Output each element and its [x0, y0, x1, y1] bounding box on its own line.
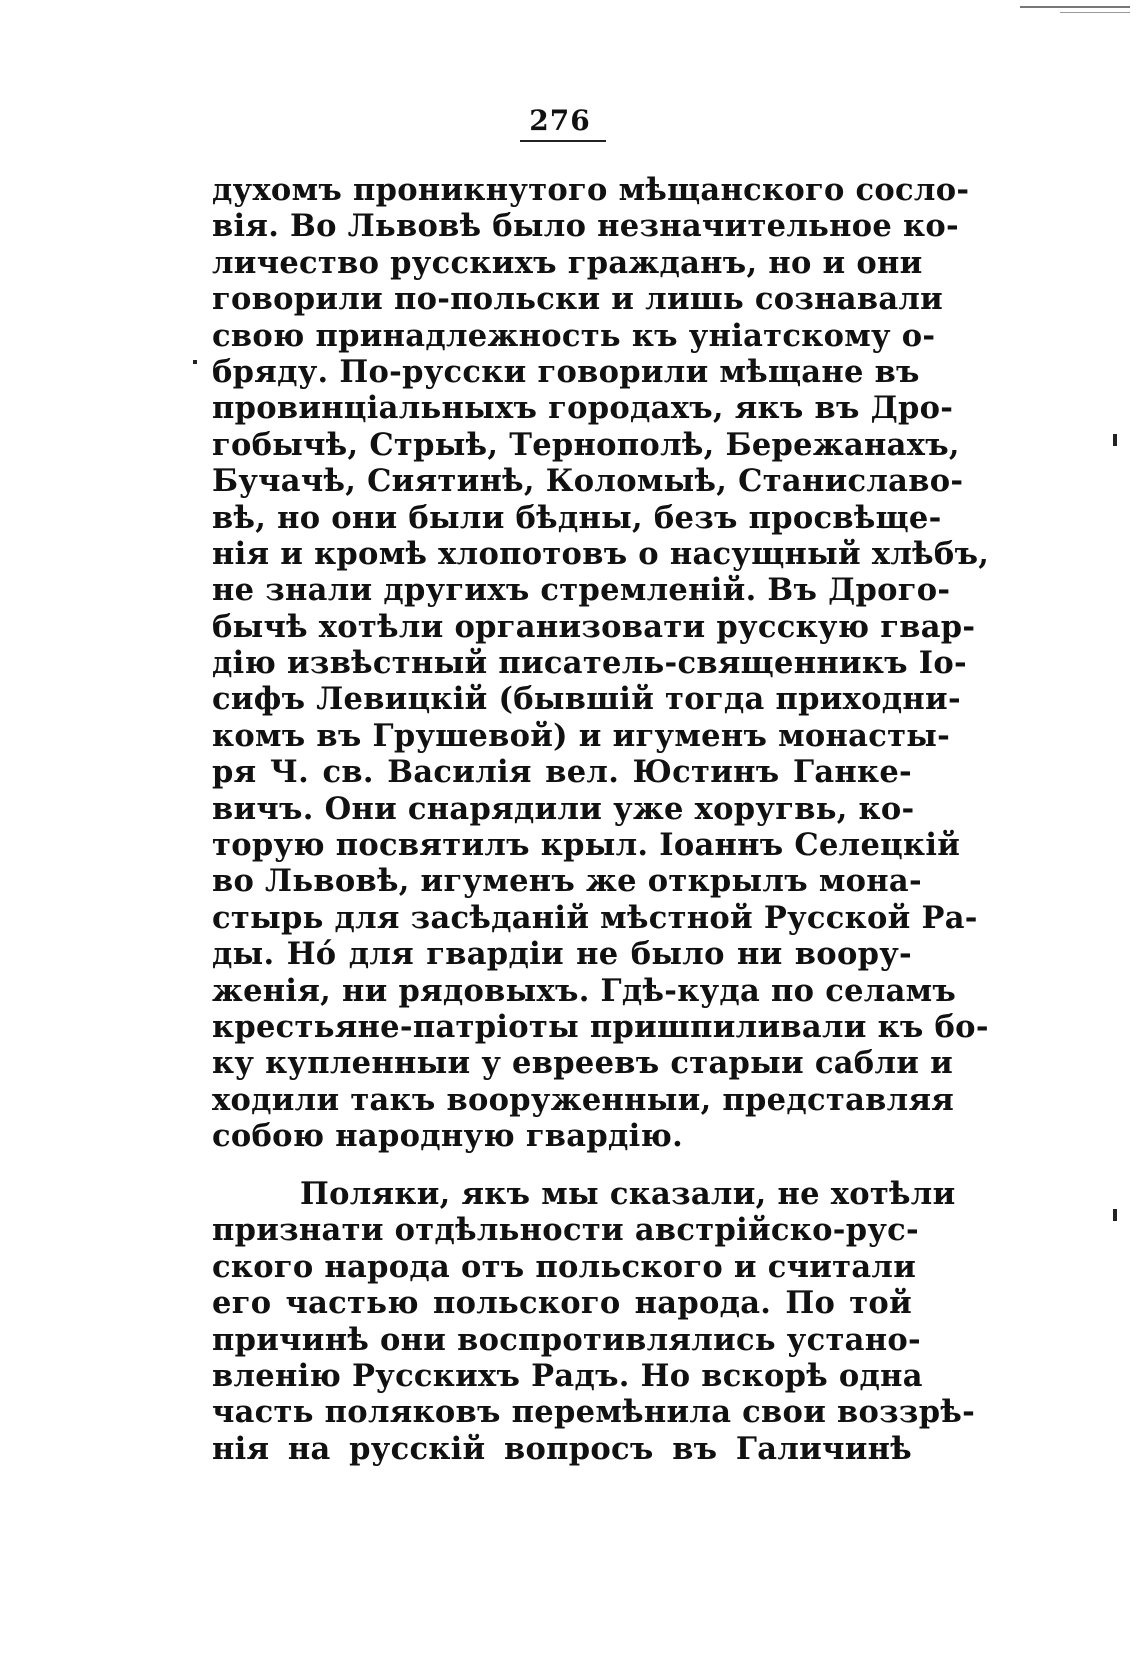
text-line: личество русскихъ гражданъ, но и они	[212, 244, 923, 281]
text-line: духомъ проникнутого мѣщанского сосло-	[212, 172, 970, 208]
text-line: вія. Во Львовѣ было незначительное ко-	[212, 208, 959, 245]
text-line: признати отдѣльности австрійско-рус-	[212, 1212, 919, 1249]
margin-mark	[1113, 1209, 1117, 1221]
text-line: часть поляковъ перемѣнила свои воззрѣ-	[212, 1394, 976, 1431]
text-line: его частью польского народа. По той	[212, 1285, 912, 1322]
text-line: торую посвятилъ крыл. Іоаннъ Селецкій	[212, 827, 961, 864]
text-line: ку купленныи у евреевъ старыи сабли и	[212, 1045, 954, 1082]
text-line: Поляки, якъ мы сказали, не хотѣли	[300, 1176, 956, 1212]
margin-mark	[193, 360, 197, 364]
page-number: 276	[529, 104, 591, 137]
margin-mark	[1113, 434, 1117, 446]
text-line: свою принадлежность къ уніатскому о-	[212, 317, 936, 354]
text-line: женія, ни рядовыхъ. Гдѣ-куда по селамъ	[212, 972, 957, 1009]
text-line: нія на русскій вопросъ въ Галичинѣ	[212, 1430, 912, 1467]
text-line: дію извѣстный писатель-священникъ Іо-	[212, 645, 967, 682]
page-number-underline	[520, 140, 606, 142]
text-line: вленію Русскихъ Радъ. Но вскорѣ одна	[212, 1357, 923, 1394]
text-line: вѣ, но они были бѣдны, безъ просвѣще-	[212, 499, 942, 536]
text-line: причинѣ они воспротивлялись устано-	[212, 1321, 921, 1358]
scan-edge-mark	[1060, 12, 1130, 13]
text-line: бычѣ хотѣли организовати русскую гвар-	[212, 608, 976, 645]
text-line: не знали другихъ стремленій. Въ Дрого-	[212, 572, 951, 609]
text-line: вичъ. Они снарядили уже хоругвь, ко-	[212, 790, 915, 827]
text-line: говорили по-польски и лишь сознавали	[212, 281, 944, 318]
text-line: гобычѣ, Стрыѣ, Тернополѣ, Бережанахъ,	[212, 426, 960, 463]
text-line: нія и кромѣ хлопотовъ о насущный хлѣбъ,	[212, 535, 990, 572]
text-line: собою народную гвардію.	[212, 1118, 683, 1155]
paragraph-2	[212, 1176, 976, 1467]
text-line: Бучачѣ, Сиятинѣ, Коломыѣ, Станиславо-	[212, 463, 964, 500]
text-line: стырь для засѣданій мѣстной Русской Ра-	[212, 899, 978, 936]
paragraph-1	[212, 172, 990, 1155]
text-line: крестьяне-патріоты пришпиливали къ бо-	[212, 1008, 989, 1045]
text-line: комъ въ Грушевой) и игуменъ монасты-	[212, 717, 951, 754]
text-line: ря Ч. св. Василія вел. Юстинъ Ганке-	[212, 754, 912, 791]
text-line: провинціальныхъ городахъ, якъ въ Дро-	[212, 390, 954, 427]
scan-edge-mark	[1020, 6, 1130, 8]
text-line: ского народа отъ польского и считали	[212, 1248, 917, 1285]
text-line: во Львовѣ, игуменъ же открылъ мона-	[212, 863, 922, 900]
text-line: ды. Но́ для гвардіи не было ни воору-	[212, 936, 912, 973]
text-line: ходили такъ вооруженныи, представляя	[212, 1081, 955, 1118]
text-line: сифъ Левицкій (бывшій тогда приходни-	[212, 681, 961, 718]
text-line: бряду. По-русски говорили мѣщане въ	[212, 353, 920, 390]
